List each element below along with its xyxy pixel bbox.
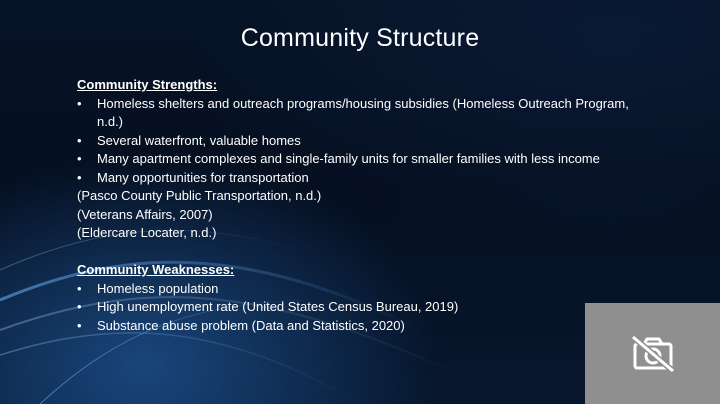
list-item: • Substance abuse problem (Data and Statistics, 2020) <box>77 317 637 336</box>
list-item: • Many apartment complexes and single-family units for smaller families with less income <box>77 150 637 169</box>
list-item: • High unemployment rate (United States Census Bureau, 2019) <box>77 298 637 317</box>
slide-title: Community Structure <box>240 24 480 52</box>
citation: (Veterans Affairs, 2007) <box>77 206 213 222</box>
citation: (Pasco County Public Transportation, n.d.) <box>77 188 322 203</box>
list-item: • Homeless population <box>77 280 637 299</box>
camera-off-icon <box>630 334 676 374</box>
citation: (Eldercare Locater, n.d.) <box>77 225 217 240</box>
strengths-heading: Community Strengths: <box>77 77 218 92</box>
section-spacer <box>77 243 637 262</box>
slide-body <box>77 76 637 335</box>
list-item: • Homeless shelters and outreach programs/housing subsidies (Homeless Outreach Program, n.d.) <box>77 95 637 132</box>
list-item: • Several waterfront, valuable homes <box>77 132 637 151</box>
weaknesses-list <box>77 280 637 336</box>
camera-off-panel[interactable] <box>585 303 720 404</box>
weaknesses-heading: Community Weaknesses: <box>77 262 235 277</box>
strengths-list <box>77 95 637 188</box>
list-item: • Many opportunities for transportation <box>77 169 637 188</box>
